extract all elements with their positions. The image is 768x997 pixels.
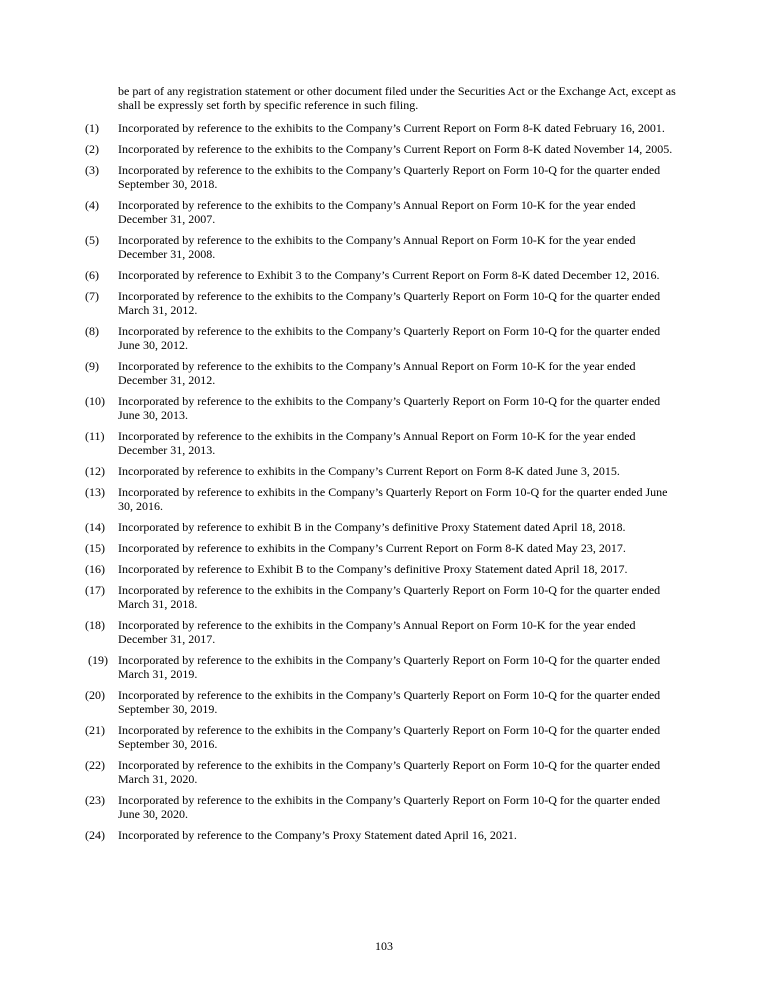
footnote-text: Incorporated by reference to the exhibits to the Company’s Annual Report on Form 10-K for the year ended December 31, 2008. <box>118 233 636 261</box>
footnote-item <box>85 653 685 681</box>
footnote-text: Incorporated by reference to the exhibits in the Company’s Quarterly Report on Form 10-Q for the quarter ended March 31, 2019. <box>118 653 661 681</box>
intro-paragraph: be part of any registration statement or other document filed under the Securities Act or the Exchange Act, except as shall be expressly set forth by specific reference in such filing. <box>118 84 676 112</box>
footnote-item <box>85 289 685 317</box>
footnote-text: Incorporated by reference to exhibit B in the Company’s definitive Proxy Statement dated April 18, 2018. <box>118 520 626 534</box>
footnote-number: (21) <box>85 723 105 737</box>
footnote-text: Incorporated by reference to the exhibits to the Company’s Annual Report on Form 10-K for the year ended December 31, 2012. <box>118 359 636 387</box>
footnote-item <box>85 583 685 611</box>
footnote-number: (7) <box>85 289 99 303</box>
footnote-item <box>85 541 685 555</box>
footnote-text: Incorporated by reference to Exhibit 3 to the Company’s Current Report on Form 8-K dated December 12, 2016. <box>118 268 660 282</box>
footnote-item <box>85 324 685 352</box>
footnote-text: Incorporated by reference to the exhibits to the Company’s Current Report on Form 8-K dated November 14, 2005. <box>118 142 673 156</box>
footnote-text: Incorporated by reference to the exhibits to the Company’s Current Report on Form 8-K dated February 16, 2001. <box>118 121 665 135</box>
footnote-list <box>85 121 685 842</box>
footnote-number: (20) <box>85 688 105 702</box>
footnote-number: (8) <box>85 324 99 338</box>
footnote-item <box>85 485 685 513</box>
footnote-text: Incorporated by reference to the exhibits to the Company’s Quarterly Report on Form 10-Q for the quarter ended June 30, 2013. <box>118 394 661 422</box>
footnote-number: (4) <box>85 198 99 212</box>
footnote-number: (17) <box>85 583 105 597</box>
footnote-number: (9) <box>85 359 99 373</box>
footnote-text: Incorporated by reference to the exhibits in the Company’s Quarterly Report on Form 10-Q for the quarter ended June 30, 2020. <box>118 793 661 821</box>
footnote-text: Incorporated by reference to the exhibits in the Company’s Annual Report on Form 10-K for the year ended December 31, 2013. <box>118 429 636 457</box>
footnote-number: (22) <box>85 758 105 772</box>
footnote-item <box>85 198 685 226</box>
footnote-number: (3) <box>85 163 99 177</box>
footnote-item <box>85 793 685 821</box>
footnote-text: Incorporated by reference to the exhibits in the Company’s Annual Report on Form 10-K for the year ended December 31, 2017. <box>118 618 636 646</box>
footnote-number: (5) <box>85 233 99 247</box>
footnote-item <box>85 359 685 387</box>
footnote-number: (6) <box>85 268 99 282</box>
footnote-item <box>85 618 685 646</box>
footnote-item <box>85 394 685 422</box>
footnote-item <box>85 233 685 261</box>
footnote-text: Incorporated by reference to the exhibits in the Company’s Quarterly Report on Form 10-Q for the quarter ended March 31, 2018. <box>118 583 661 611</box>
footnote-number: (18) <box>85 618 105 632</box>
footnote-text: Incorporated by reference to the exhibits to the Company’s Annual Report on Form 10-K for the year ended December 31, 2007. <box>118 198 636 226</box>
footnote-number: (23) <box>85 793 105 807</box>
footnote-item <box>85 758 685 786</box>
footnote-item <box>85 429 685 457</box>
footnote-text: Incorporated by reference to exhibits in the Company’s Current Report on Form 8-K dated June 3, 2015. <box>118 464 620 478</box>
page-content <box>85 84 685 842</box>
footnote-text: Incorporated by reference to the exhibits in the Company’s Quarterly Report on Form 10-Q for the quarter ended September 30, 2019. <box>118 688 661 716</box>
footnote-number: (19) <box>88 653 108 667</box>
footnote-item <box>85 268 685 282</box>
footnote-item <box>85 121 685 135</box>
footnote-text: Incorporated by reference to the exhibits to the Company’s Quarterly Report on Form 10-Q for the quarter ended March 31, 2012. <box>118 289 661 317</box>
page-number: 103 <box>375 939 393 953</box>
footnote-item <box>85 723 685 751</box>
footnote-text: Incorporated by reference to the exhibits to the Company’s Quarterly Report on Form 10-Q for the quarter ended June 30, 2012. <box>118 324 661 352</box>
footnote-number: (13) <box>85 485 105 499</box>
footnote-text: Incorporated by reference to the Company’s Proxy Statement dated April 16, 2021. <box>118 828 517 842</box>
footnote-item <box>85 464 685 478</box>
footnote-number: (11) <box>85 429 105 443</box>
footnote-number: (1) <box>85 121 99 135</box>
footnote-text: Incorporated by reference to the exhibits in the Company’s Quarterly Report on Form 10-Q for the quarter ended September 30, 2016. <box>118 723 661 751</box>
footnote-text: Incorporated by reference to the exhibits to the Company’s Quarterly Report on Form 10-Q for the quarter ended September 30, 2018. <box>118 163 661 191</box>
footnote-item <box>85 142 685 156</box>
footnote-number: (12) <box>85 464 105 478</box>
footnote-text: Incorporated by reference to Exhibit B to the Company’s definitive Proxy Statement dated April 18, 2017. <box>118 562 628 576</box>
footnote-item <box>85 688 685 716</box>
footnote-item <box>85 163 685 191</box>
footnote-item <box>85 562 685 576</box>
footnote-text: Incorporated by reference to the exhibits in the Company’s Quarterly Report on Form 10-Q for the quarter ended March 31, 2020. <box>118 758 661 786</box>
footnote-text: Incorporated by reference to exhibits in the Company’s Quarterly Report on Form 10-Q for the quarter ended June 30, 2016. <box>118 485 668 513</box>
footnote-number: (24) <box>85 828 105 842</box>
footnote-item <box>85 828 685 842</box>
footnote-text: Incorporated by reference to exhibits in the Company’s Current Report on Form 8-K dated May 23, 2017. <box>118 541 626 555</box>
footnote-item <box>85 520 685 534</box>
footnote-number: (2) <box>85 142 99 156</box>
footnote-number: (14) <box>85 520 105 534</box>
footnote-number: (10) <box>85 394 105 408</box>
footnote-number: (15) <box>85 541 105 555</box>
footnote-number: (16) <box>85 562 105 576</box>
